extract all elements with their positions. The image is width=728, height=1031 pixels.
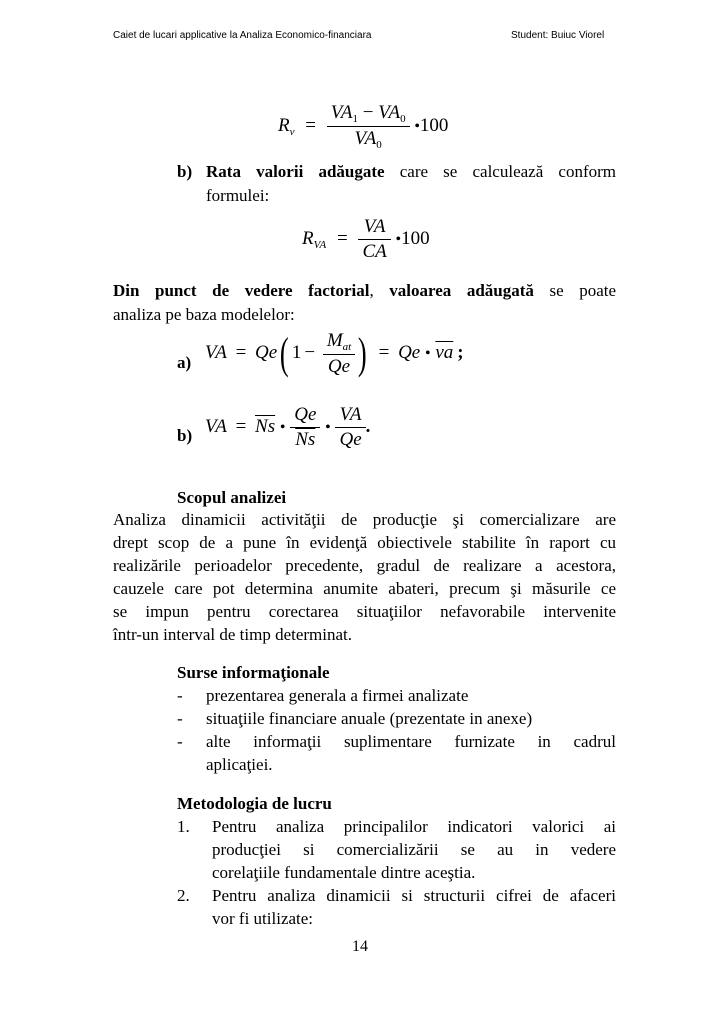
model-a-eq2: = (378, 341, 390, 363)
item-b-bold: Rata valorii adăugate (206, 162, 385, 181)
formula-rv-mult: • (414, 117, 420, 135)
item-b-line1 (206, 161, 616, 183)
scope-last-line: într-un interval de timp determinat. (113, 625, 353, 644)
model-a-minus: − (304, 341, 316, 363)
model-b-mult2: • (325, 418, 331, 436)
formula-rv-num-b-sub: 0 (400, 113, 406, 125)
model-a-formula: VA = Qe( 1 − $\frac{M_{at}}{Qe}$ ) = Qe • $\overline{va}$ ; (205, 329, 464, 378)
model-a-one: 1 (291, 341, 302, 363)
factorial-bold2: valoarea adăugată (389, 281, 534, 300)
sources-dash-1: - (177, 686, 183, 705)
model-b-f2-num: VA (335, 404, 365, 428)
model-a-lhs: VA (205, 341, 227, 363)
method-item1-line1: Pentru analiza principalilor indicatori valorici ai (212, 817, 616, 836)
formula-rv-den: VA (354, 128, 377, 149)
method-item2-line2: vor fi utilizate: (212, 909, 314, 928)
formula-rv: $R_v$ = $\frac{VA_1 - VA_0}{VA_0}$ •100 (278, 102, 449, 151)
scope-line-4: cauzele care pot determina anumite abateri, precum şi măsurile ce (113, 579, 616, 598)
scope-line-2: drept scop de a pune în evidenţă obiectivele stabilite în raport cu (113, 533, 616, 552)
model-a-mult: • (424, 344, 431, 362)
method-num-1: 1. (177, 817, 190, 836)
model-a-eq: = (235, 341, 247, 363)
factorial-sep: , (369, 281, 374, 300)
formula-rva-mult: • (395, 230, 402, 248)
method-num-2: 2. (177, 886, 190, 905)
formula-rv-lhs: R (278, 114, 290, 136)
sources-item-3: alte informaţii suplimentare furnizate in cadrul (206, 732, 616, 751)
formula-rva-num: VA (358, 216, 390, 240)
factorial-line2: analiza pe baza modelelor: (113, 305, 295, 324)
model-b-f2-den: Qe (339, 429, 362, 450)
formula-rva-fraction (358, 216, 390, 263)
sources-item-2: situaţiile financiare anuale (prezentate in anexe) (206, 709, 533, 728)
scope-title: Scopul analizei (177, 488, 287, 507)
scope-line-3: realizările perioadelor precedente, gradul de realizare a acestora, (113, 556, 616, 575)
page-number: 14 (352, 938, 368, 955)
sources-dash-3: - (177, 732, 183, 751)
model-a-va: $\overline{va}$ (435, 341, 454, 363)
model-a-qe: Qe (255, 341, 278, 363)
factorial-bold1: Din punct de vedere factorial (113, 281, 370, 300)
method-item1-line3: corelaţiile fundamentale dintre aceştia. (212, 863, 476, 882)
model-b-lhs: VA (205, 415, 227, 437)
model-b-end: . (365, 415, 371, 437)
model-b-f1-num: Qe (290, 404, 320, 428)
item-b-line2: formulei: (206, 186, 270, 205)
scope-line-5: se impun pentru corectarea situaţiilor nefavorabile intervenite (113, 602, 616, 621)
model-b-f1-den: Ns (295, 429, 316, 450)
model-b-eq: = (235, 415, 247, 437)
formula-rva-den: CA (362, 241, 387, 262)
formula-rv-fraction (327, 102, 410, 151)
method-item1-line2: producţiei si comercializării se au in vedere (212, 840, 616, 859)
method-title: Metodologia de lucru (177, 794, 332, 813)
sources-item-1: prezentarea generala a firmei analizate (206, 686, 469, 705)
formula-rv-minus: − (358, 102, 379, 123)
model-b-fraction2 (335, 404, 365, 451)
model-a-fraction (323, 330, 355, 378)
header-doc-title: Caiet de lucari applicative la Analiza Economico-financiara (113, 30, 372, 41)
sources-title: Surse informaţionale (177, 663, 330, 682)
item-b-marker: b) (177, 162, 193, 181)
formula-rva: $R_{VA}$ = $\frac{VA}{CA}$ •100 (302, 216, 430, 262)
model-b-marker: b) (177, 426, 193, 445)
model-a-end: ; (457, 341, 464, 363)
header-student: Student: Buiuc Viorel (511, 30, 605, 41)
factorial-line1 (113, 280, 616, 302)
model-a-num: M (326, 329, 343, 351)
model-b-fraction1 (290, 404, 320, 451)
model-b-ns: $\overline{Ns}$ (255, 415, 276, 437)
scope-line-1: Analiza dinamicii activităţii de producţie şi comercializare are (113, 510, 616, 529)
formula-rv-num-a: VA (330, 102, 353, 123)
model-a-den: Qe (327, 355, 351, 377)
model-a-qe2: Qe (398, 341, 421, 363)
sources-item-3-cont: aplicaţiei. (206, 755, 273, 774)
sources-dash-2: - (177, 709, 183, 728)
formula-rv-lhs-sub: v (289, 125, 295, 138)
model-a-marker: a) (177, 353, 192, 372)
item-b-rest1: care se calculează conform (399, 162, 616, 181)
formula-rva-lhs: R (302, 227, 314, 249)
method-item2-line1: Pentru analiza dinamicii si structurii cifrei de afaceri (212, 886, 616, 905)
model-b-mult1: • (279, 418, 286, 436)
model-a-num-sub: at (342, 340, 352, 353)
formula-rv-den-sub: 0 (376, 139, 382, 151)
formula-rva-lhs-sub: VA (313, 238, 327, 251)
formula-rv-num-a-sub: 1 (352, 113, 359, 125)
factorial-rest: se poate (549, 281, 617, 300)
formula-rv-num-b: VA (378, 102, 401, 123)
formula-rva-const: 100 (401, 227, 430, 249)
model-b-formula (205, 404, 370, 451)
formula-rv-const: 100 (419, 114, 449, 136)
